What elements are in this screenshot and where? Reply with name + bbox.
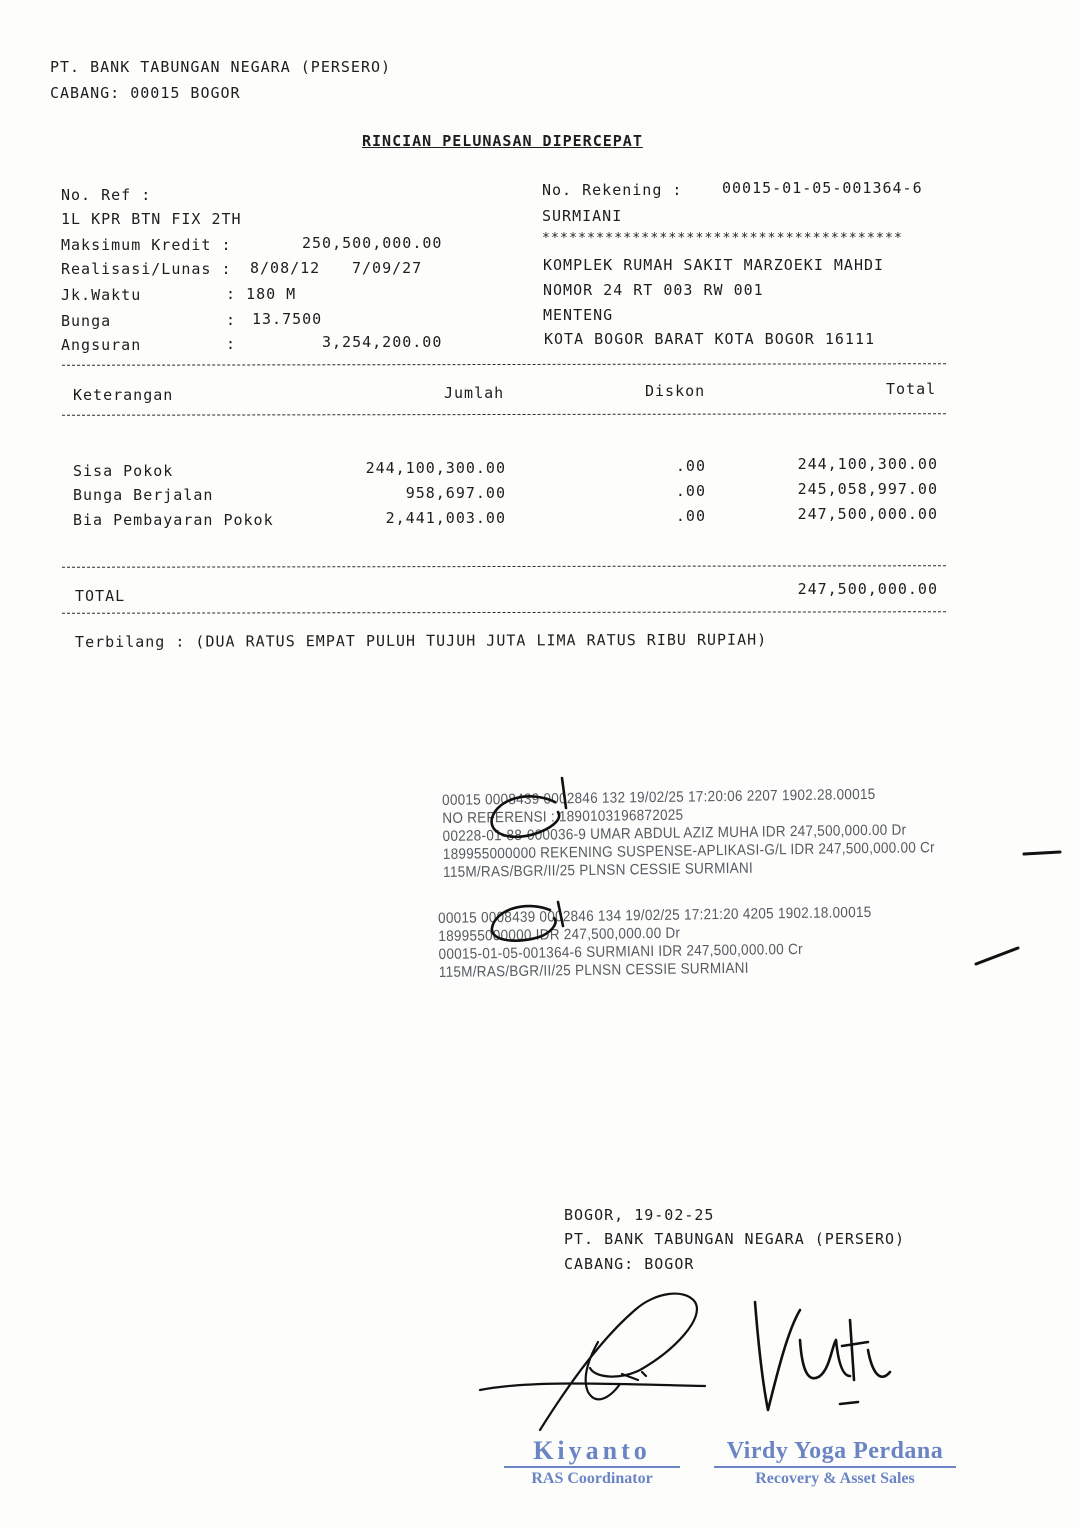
signature-2 — [755, 1302, 890, 1410]
stamp-line: 189955000000 REKENING SUSPENSE-APLIKASI-G/L IDR 247,500,000.00 Cr — [442, 839, 936, 863]
row-description: Bia Pembayaran Pokok — [73, 511, 274, 529]
masked-line: **************************************** — [542, 231, 904, 246]
account-number: 00015-01-05-001364-6 — [722, 179, 923, 197]
row-amount: 244,100,300.00 — [365, 459, 506, 477]
divider — [62, 413, 946, 416]
row-amount: 958,697.00 — [405, 484, 506, 502]
max-credit-label: Maksimum Kredit : — [61, 236, 232, 254]
total-label: TOTAL — [75, 587, 126, 605]
header-description: Keterangan — [73, 386, 174, 404]
stamp-line: 00015-01-05-001364-6 SURMIANI IDR 247,500,000.00 Cr — [438, 940, 803, 963]
circle-mark-1 — [492, 778, 566, 837]
branch-name: CABANG: 00015 BOGOR — [50, 84, 241, 102]
row-amount: 2,441,003.00 — [385, 509, 506, 527]
installment-value: 3,254,200.00 — [322, 333, 443, 351]
product-name: 1L KPR BTN FIX 2TH — [61, 210, 242, 228]
installment-label: Angsuran — [61, 336, 142, 354]
stamp-line: 189955000000 IDR 247,500,000.00 Dr — [438, 924, 681, 945]
circle-mark-2 — [492, 902, 563, 941]
row-discount: .00 — [675, 457, 706, 475]
row-description: Sisa Pokok — [73, 462, 174, 480]
address-line-4: KOTA BOGOR BARAT KOTA BOGOR 16111 — [544, 330, 876, 348]
amount-in-words: Terbilang : (DUA RATUS EMPAT PULUH TUJUH JUTA LIMA RATUS RIBU RUPIAH) — [75, 630, 768, 651]
handwritten-marks — [420, 760, 1080, 1000]
place-date: BOGOR, 19-02-25 — [564, 1206, 715, 1224]
signatory-name: Kiyanto — [504, 1436, 680, 1468]
signatory-1 — [504, 1436, 680, 1490]
term-value: : 180 M — [226, 285, 297, 303]
signatory-2 — [714, 1436, 956, 1490]
stamp-line: 115M/RAS/BGR/II/25 PLNSN CESSIE SURMIANI — [443, 859, 754, 881]
document-title: RINCIAN PELUNASAN DIPERCEPAT — [362, 132, 643, 150]
row-total: 244,100,300.00 — [797, 455, 938, 473]
account-holder: SURMIANI — [542, 207, 623, 225]
stamp-line: NO REFERENSI : 1890103196872025 — [442, 806, 684, 827]
stamp-line: 00015 0008439 0002846 134 19/02/25 17:21:20 4205 1902.18.00015 — [438, 903, 872, 927]
divider — [62, 565, 946, 568]
header-amount: Jumlah — [444, 384, 505, 402]
address-line-1: KOMPLEK RUMAH SAKIT MARZOEKI MAHDI — [543, 256, 885, 274]
address-line-2: NOMOR 24 RT 003 RW 001 — [543, 281, 764, 299]
lunas-date: 7/09/27 — [352, 259, 423, 277]
signatory-role: Recovery & Asset Sales — [755, 1470, 915, 1487]
interest-colon: : — [226, 311, 237, 329]
row-total: 245,058,997.00 — [797, 480, 938, 498]
tick-mark-1 — [1024, 852, 1060, 854]
stamp-line: 00228-01-88-000036-9 UMAR ABDUL AZIZ MUHA IDR 247,500,000.00 Dr — [442, 821, 907, 845]
signatures — [470, 1280, 940, 1450]
stamp-line: 115M/RAS/BGR/II/25 PLNSN CESSIE SURMIANI — [438, 959, 749, 981]
signature-1 — [480, 1294, 705, 1430]
footer-branch: CABANG: BOGOR — [564, 1255, 695, 1273]
signatory-role: RAS Coordinator — [531, 1470, 653, 1487]
signatory-name: Virdy Yoga Perdana — [714, 1436, 956, 1468]
row-discount: .00 — [675, 482, 706, 500]
interest-value: 13.7500 — [252, 310, 323, 328]
tick-mark-2 — [976, 948, 1018, 964]
footer-bank: PT. BANK TABUNGAN NEGARA (PERSERO) — [564, 1230, 906, 1248]
account-label: No. Rekening : — [542, 181, 683, 199]
realization-date: 8/08/12 — [250, 259, 321, 277]
installment-colon: : — [226, 335, 237, 353]
header-discount: Diskon — [645, 382, 706, 400]
divider — [62, 363, 946, 366]
bank-name: PT. BANK TABUNGAN NEGARA (PERSERO) — [50, 58, 392, 76]
divider — [62, 611, 946, 614]
address-line-3: MENTENG — [543, 306, 614, 324]
max-credit-value: 250,500,000.00 — [302, 234, 443, 252]
total-value: 247,500,000.00 — [797, 580, 938, 598]
row-total: 247,500,000.00 — [797, 505, 938, 523]
header-total: Total — [886, 380, 937, 398]
ref-label: No. Ref : — [61, 186, 152, 204]
realization-label: Realisasi/Lunas : — [61, 260, 232, 278]
stamp-line: 00015 0008439 0002846 132 19/02/25 17:20:06 2207 1902.28.00015 — [442, 785, 876, 809]
interest-label: Bunga — [61, 312, 112, 330]
row-discount: .00 — [675, 507, 706, 525]
row-description: Bunga Berjalan — [73, 486, 214, 504]
term-label: Jk.Waktu — [61, 286, 142, 304]
